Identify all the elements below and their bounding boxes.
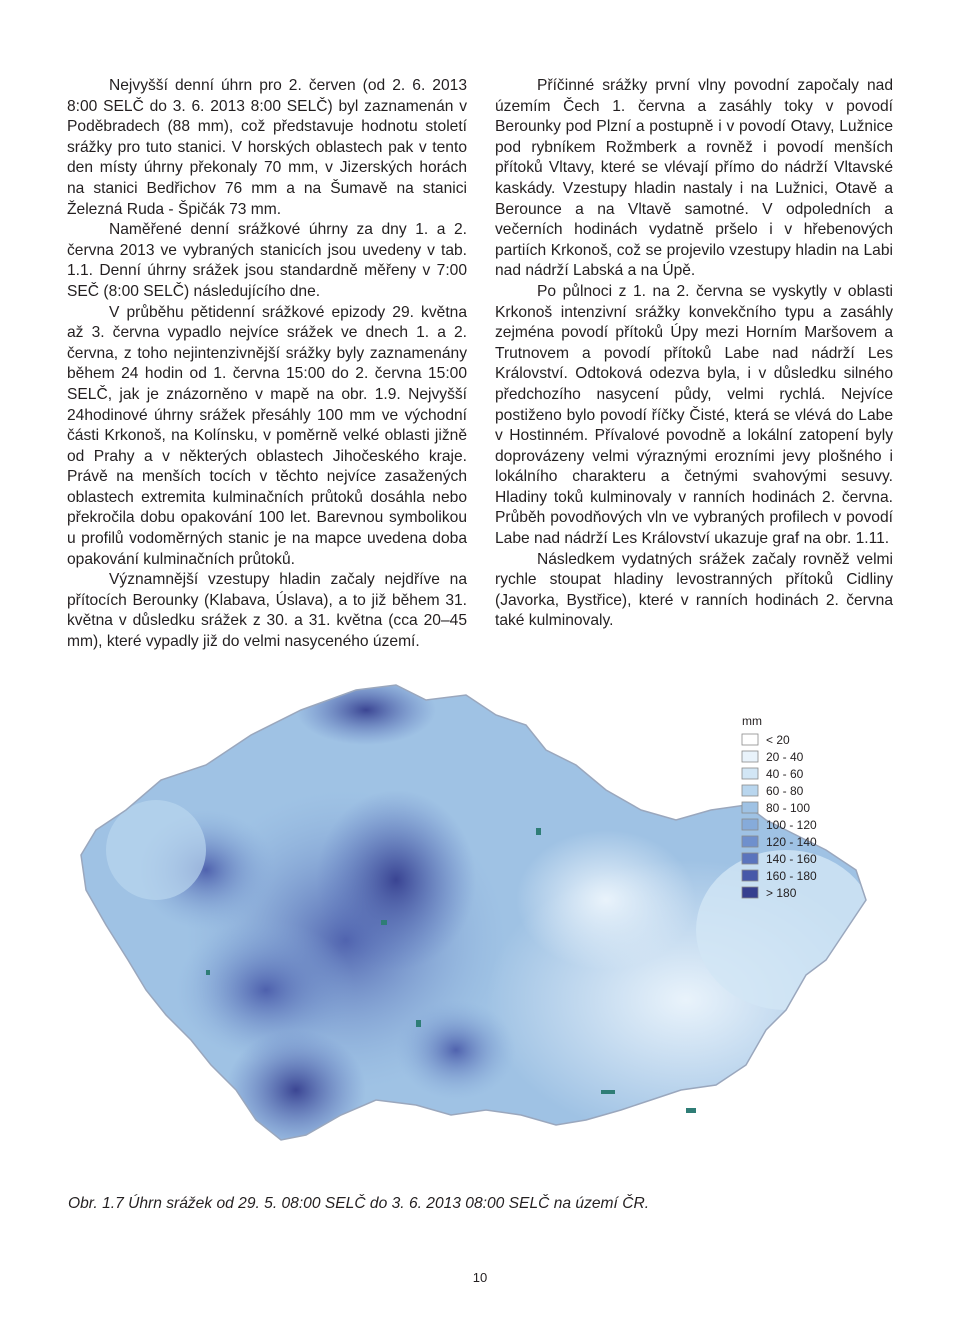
paragraph: Příčinné srážky první vlny povodní započaly nad územím Čech 1. června a zasáhly toky v povodí Berounky pod Plzní a postupně i v povodí Otavy, Lužnice pod rybníkem Rožmberk a rovněž i povodí menších přítoků Vltavy, které se vlévají přímo do nádrží Vltavské kaskády. Vzestupy hladin nastaly i na Lužnici, Otavě a Berounce a na Vltavě samotné. V odpoledních a večerních hodinách vydatně pršelo i v hřebenových partiích Krkonoš, což se projevilo vzestupy hladin na Labi nad nádrží Labská a na Úpě. [495, 77, 893, 280]
legend-swatch [742, 853, 758, 864]
paragraph: Naměřené denní srážkové úhrny za dny 1. a 2. června 2013 ve vybraných stanicích jsou uvedeny v tab. 1.1. Denní úhrny srážek jsou standardně měřeny v 7:00 SEČ (8:00 SELČ) následujícího dne. [67, 221, 467, 300]
legend-swatch [742, 819, 758, 830]
legend-label: 140 - 160 [766, 852, 817, 866]
legend-swatch [742, 751, 758, 762]
right-text-column [495, 76, 893, 632]
paragraph: Po půlnoci z 1. na 2. června se vyskytly v oblasti Krkonoš intenzivní srážky konvekčního typu a zasáhly zejména povodí přítoků Úpy mezi Horním Maršovem a Trutnovem a povodí přítoků Labe nad nádrží Les Království. Odtoková odezva byla, i v důsledku silného předchozího nasycení půdy, velmi rychlá. Nejvíce postiženo bylo povodí říčky Čisté, která se vlévá do Labe v Hostinném. Přívalové povodně a lokální zatopení byly doprovázeny velmi výraznými erozními jevy plošného i lokálního charakteru a četnými svahovými sesuvy. Hladiny toků kulminovaly v ranních hodinách 2. června. Průběh povodňových vln ve vybraných profilech v povodí Labe nad nádrží Les Království ukazuje graf na obr. 1.11. [495, 282, 893, 548]
legend-label: 160 - 180 [766, 869, 817, 883]
precipitation-map [66, 670, 894, 1182]
legend-swatch [742, 887, 758, 898]
figure-caption: Obr. 1.7 Úhrn srážek od 29. 5. 08:00 SELČ do 3. 6. 2013 08:00 SELČ na území ČR. [68, 1195, 650, 1212]
legend-swatch [742, 734, 758, 745]
legend-label: 80 - 100 [766, 801, 811, 815]
legend-swatch [742, 870, 758, 881]
map-canvas [66, 670, 894, 1182]
legend-swatch [742, 785, 758, 796]
legend-swatch [742, 836, 758, 847]
legend-label: < 20 [766, 733, 790, 747]
legend-unit: mm [742, 714, 762, 728]
paragraph: Následkem vydatných srážek začaly rovněž velmi rychle stoupat hladiny levostranných přítoků Cidliny (Javorka, Bystřice), které v ranních hodinách 2. června také kulminovaly. [495, 550, 893, 630]
legend-label: 120 - 140 [766, 835, 817, 849]
legend-label: 100 - 120 [766, 818, 817, 832]
legend-label: > 180 [766, 886, 797, 900]
legend-swatch [742, 802, 758, 813]
legend-label: 20 - 40 [766, 750, 804, 764]
page-number: 10 [472, 1270, 488, 1285]
left-text-column [67, 76, 467, 653]
paragraph: Nejvyšší denní úhrn pro 2. červen (od 2. 6. 2013 8:00 SELČ do 3. 6. 2013 8:00 SELČ) byl zaznamenán v Poděbradech (88 mm), což představuje hodnotu století srážky pro tuto stanici. V horských oblastech pak v tento den místy úhrny překonaly 70 mm, v Jizerských horách na stanici Bedřichov 76 mm a na Šumavě na stanici Železná Ruda - Špičák 73 mm. [67, 77, 467, 218]
legend-label: 40 - 60 [766, 767, 804, 781]
paragraph: V průběhu pětidenní srážkové epizody 29. května až 3. června vypadlo nejvíce srážek ve dnech 1. a 2. června, z toho nejintenzivnější srážky byly zaznamenány během 24 hodin od 1. června 15:00 do 2. června 15:00 SELČ, jak je znázorněno v mapě na obr. 1.9. Nejvyšší 24hodinové úhrny srážek přesáhly 100 mm ve východní části Krkonoš, na Kolínsku, v poměrně velké oblasti jižně od Prahy a v některých oblastech Jihočeského kraje. Právě na menších tocích v těchto nejvíce zasažených oblastech extremita kulminačních průtoků dosáhla nebo překročila dobu opakování 100 let. Barevnou symbolikou u profilů vodoměrných stanic je na mapce uvedena doba opakování kulminačních průtoků. [67, 303, 467, 568]
legend-label: 60 - 80 [766, 784, 804, 798]
paragraph: Významnější vzestupy hladin začaly nejdříve na přítocích Berounky (Klabava, Úslava), a to již během 31. května v důsledku srážek z 30. a 31. května (cca 20–45 mm), které vypadly již do velmi nasyceného území. [67, 571, 467, 651]
legend-swatch [742, 768, 758, 779]
